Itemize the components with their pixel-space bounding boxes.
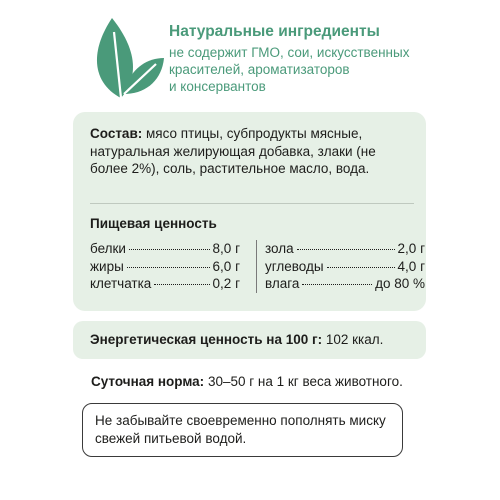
- composition-label: Состав:: [90, 126, 143, 141]
- nutrient-value: до 80 %: [375, 276, 425, 291]
- nutrient-value: 2,0 г: [397, 241, 425, 256]
- nutrition-row: [265, 275, 425, 293]
- header-subtitle-line: и консервантов: [169, 79, 266, 94]
- nutrient-value: 4,0 г: [397, 258, 425, 274]
- nutrition-left-column: [90, 240, 240, 293]
- header-subtitle-line: красителей, ароматизаторов: [169, 62, 350, 77]
- header-subtitle-line: не содержит ГМО, сои, искусственных: [169, 45, 410, 60]
- nutrition-row: [90, 240, 240, 258]
- nutrition-right-column: [256, 240, 425, 293]
- nutrition-row: [90, 258, 240, 276]
- nutrient-value: 8,0 г: [212, 241, 240, 256]
- daily-value: 30–50 г на 1 кг веса животного.: [204, 374, 403, 389]
- header-title: Натуральные ингредиенты: [169, 23, 380, 40]
- leaves-icon: [84, 14, 166, 100]
- water-note-text: Не забывайте своевременно пополнять миску свежей питьевой водой.: [95, 413, 386, 446]
- nutrient-name: жиры: [90, 258, 124, 274]
- energy-panel: [73, 321, 426, 359]
- daily-label: Суточная норма:: [91, 374, 205, 389]
- nutrient-name: белки: [90, 241, 126, 256]
- energy-value: 102 ккал.: [322, 332, 384, 347]
- nutrient-value: 0,2 г: [212, 276, 240, 291]
- nutrient-name: влага: [265, 276, 300, 291]
- dot-leader: [302, 284, 372, 285]
- nutrition-title: Пищевая ценность: [90, 216, 217, 231]
- nutrient-name: зола: [265, 241, 294, 256]
- dot-leader: [154, 284, 209, 285]
- divider: [90, 203, 414, 204]
- daily-norm: [91, 373, 451, 391]
- dot-leader: [129, 249, 210, 250]
- nutrition-row: [90, 275, 240, 293]
- header: [169, 22, 489, 95]
- nutrient-name: клетчатка: [90, 276, 152, 291]
- header-subtitle: [169, 44, 489, 95]
- nutrition-row: [265, 240, 425, 258]
- composition-panel: [73, 112, 426, 311]
- composition-value: мясо птицы, субпродукты мясные, натуральная желирующая добавка, злаки (не более 2%), соль, растительное масло, вода.: [90, 126, 376, 176]
- energy-label: Энергетическая ценность на 100 г:: [90, 332, 323, 347]
- composition-text: [90, 125, 416, 178]
- dot-leader: [127, 267, 210, 268]
- nutrient-value: 6,0 г: [212, 258, 240, 274]
- water-note-box: [82, 403, 403, 457]
- dot-leader: [297, 249, 395, 250]
- nutrition-row: [265, 258, 425, 276]
- dot-leader: [327, 267, 395, 268]
- nutrient-name: углеводы: [265, 258, 324, 274]
- energy-text: [73, 321, 426, 359]
